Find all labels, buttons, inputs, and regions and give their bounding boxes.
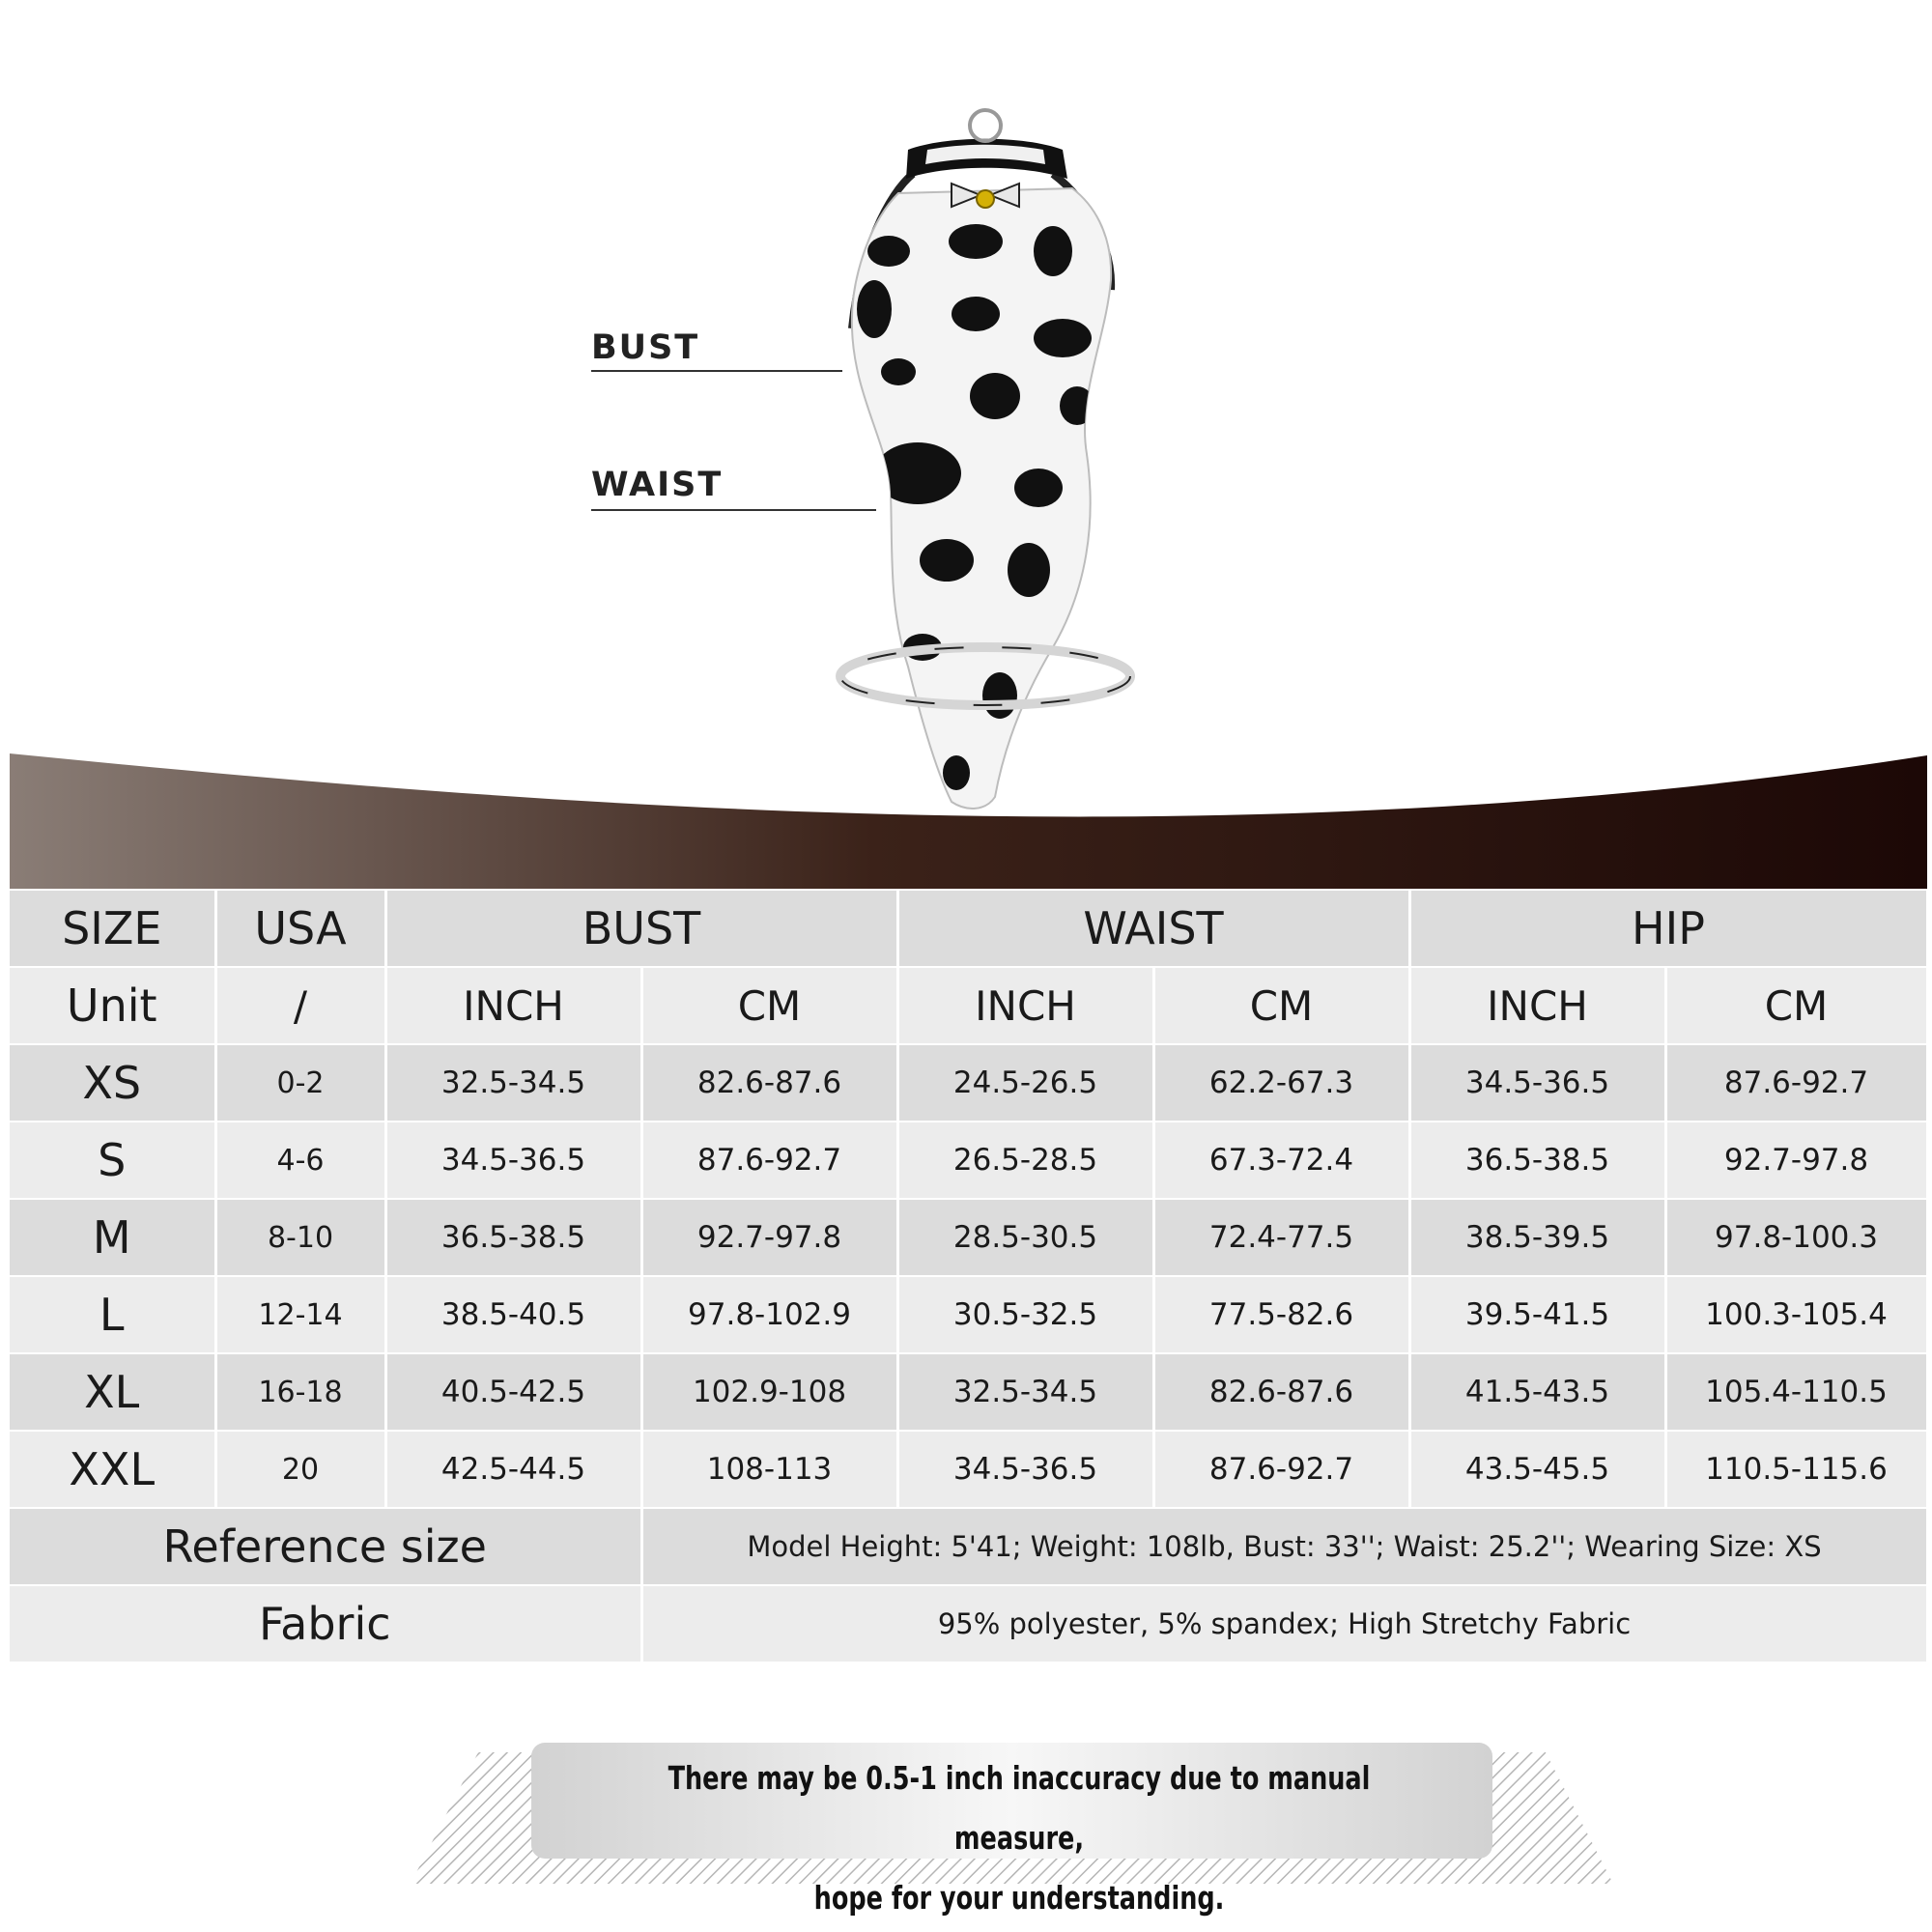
header-row-unit — [10, 967, 1927, 1044]
usa-cell: 8-10 — [215, 1199, 385, 1276]
hip-cm-cell: 105.4-110.5 — [1665, 1353, 1927, 1431]
header-unit-usa: / — [215, 967, 385, 1044]
bust-callout-line — [591, 370, 842, 372]
waist-inch-cell: 34.5-36.5 — [897, 1431, 1153, 1508]
bust-inch-cell: 32.5-34.5 — [385, 1044, 641, 1122]
waist-callout-line — [591, 509, 876, 511]
note-line-1: There may be 0.5-1 inch inaccuracy due to manual measure, — [668, 1759, 1371, 1857]
bust-cm-cell: 97.8-102.9 — [641, 1276, 897, 1353]
hip-inch-cell: 39.5-41.5 — [1409, 1276, 1665, 1353]
header-bust-inch: INCH — [385, 967, 641, 1044]
measurement-note — [608, 1748, 1430, 1928]
bust-inch-cell: 36.5-38.5 — [385, 1199, 641, 1276]
header-bust-cm: CM — [641, 967, 897, 1044]
waist-cm-cell: 72.4-77.5 — [1153, 1199, 1409, 1276]
fabric-row — [10, 1585, 1927, 1662]
fabric-value: 95% polyester, 5% spandex; High Stretchy Fabric — [641, 1585, 1927, 1662]
fabric-label: Fabric — [10, 1585, 641, 1662]
reference-size-label: Reference size — [10, 1508, 641, 1585]
hip-cm-cell: 92.7-97.8 — [1665, 1122, 1927, 1199]
hip-inch-cell: 38.5-39.5 — [1409, 1199, 1665, 1276]
reference-size-value: Model Height: 5'41; Weight: 108lb, Bust: 33''; Waist: 25.2''; Wearing Size: XS — [641, 1508, 1927, 1585]
table-row — [10, 1122, 1927, 1199]
hip-inch-cell: 34.5-36.5 — [1409, 1044, 1665, 1122]
bodysuit-illustration — [831, 106, 1159, 821]
usa-cell: 12-14 — [215, 1276, 385, 1353]
bust-inch-cell: 42.5-44.5 — [385, 1431, 641, 1508]
hip-inch-cell: 41.5-43.5 — [1409, 1353, 1665, 1431]
hip-cm-cell: 100.3-105.4 — [1665, 1276, 1927, 1353]
bust-cm-cell: 87.6-92.7 — [641, 1122, 897, 1199]
note-line-2: hope for your understanding. — [813, 1879, 1225, 1917]
table-row — [10, 1353, 1927, 1431]
size-chart-table — [10, 891, 1929, 1663]
usa-cell: 4-6 — [215, 1122, 385, 1199]
usa-cell: 20 — [215, 1431, 385, 1508]
waist-callout-label: WAIST — [591, 466, 724, 504]
header-waist-cm: CM — [1153, 967, 1409, 1044]
header-size: SIZE — [10, 891, 215, 967]
header-unit: Unit — [10, 967, 215, 1044]
table-row — [10, 1276, 1927, 1353]
waist-cm-cell: 67.3-72.4 — [1153, 1122, 1409, 1199]
header-waist: WAIST — [897, 891, 1409, 967]
waist-cm-cell: 82.6-87.6 — [1153, 1353, 1409, 1431]
waist-inch-cell: 32.5-34.5 — [897, 1353, 1153, 1431]
size-cell: XS — [10, 1044, 215, 1122]
bust-inch-cell: 40.5-42.5 — [385, 1353, 641, 1431]
header-hip: HIP — [1409, 891, 1927, 967]
bust-inch-cell: 38.5-40.5 — [385, 1276, 641, 1353]
size-cell: M — [10, 1199, 215, 1276]
header-bust: BUST — [385, 891, 897, 967]
header-waist-inch: INCH — [897, 967, 1153, 1044]
header-hip-cm: CM — [1665, 967, 1927, 1044]
hip-cm-cell: 97.8-100.3 — [1665, 1199, 1927, 1276]
hip-inch-cell: 36.5-38.5 — [1409, 1122, 1665, 1199]
bust-cm-cell: 108-113 — [641, 1431, 897, 1508]
hip-cm-cell: 87.6-92.7 — [1665, 1044, 1927, 1122]
hip-inch-cell: 43.5-45.5 — [1409, 1431, 1665, 1508]
waist-inch-cell: 26.5-28.5 — [897, 1122, 1153, 1199]
bust-cm-cell: 102.9-108 — [641, 1353, 897, 1431]
hip-cm-cell: 110.5-115.6 — [1665, 1431, 1927, 1508]
usa-cell: 0-2 — [215, 1044, 385, 1122]
header-usa: USA — [215, 891, 385, 967]
waist-cm-cell: 87.6-92.7 — [1153, 1431, 1409, 1508]
header-hip-inch: INCH — [1409, 967, 1665, 1044]
decorative-band — [10, 753, 1927, 889]
size-cell: XXL — [10, 1431, 215, 1508]
waist-inch-cell: 24.5-26.5 — [897, 1044, 1153, 1122]
waist-inch-cell: 30.5-32.5 — [897, 1276, 1153, 1353]
bust-cm-cell: 82.6-87.6 — [641, 1044, 897, 1122]
size-cell: XL — [10, 1353, 215, 1431]
header-row-measurement — [10, 891, 1927, 967]
table-row — [10, 1431, 1927, 1508]
waist-cm-cell: 62.2-67.3 — [1153, 1044, 1409, 1122]
size-cell: L — [10, 1276, 215, 1353]
bust-cm-cell: 92.7-97.8 — [641, 1199, 897, 1276]
table-row — [10, 1044, 1927, 1122]
reference-size-row — [10, 1508, 1927, 1585]
waist-inch-cell: 28.5-30.5 — [897, 1199, 1153, 1276]
waist-cm-cell: 77.5-82.6 — [1153, 1276, 1409, 1353]
usa-cell: 16-18 — [215, 1353, 385, 1431]
size-cell: S — [10, 1122, 215, 1199]
bust-inch-cell: 34.5-36.5 — [385, 1122, 641, 1199]
bust-callout-label: BUST — [591, 328, 700, 367]
table-row — [10, 1199, 1927, 1276]
